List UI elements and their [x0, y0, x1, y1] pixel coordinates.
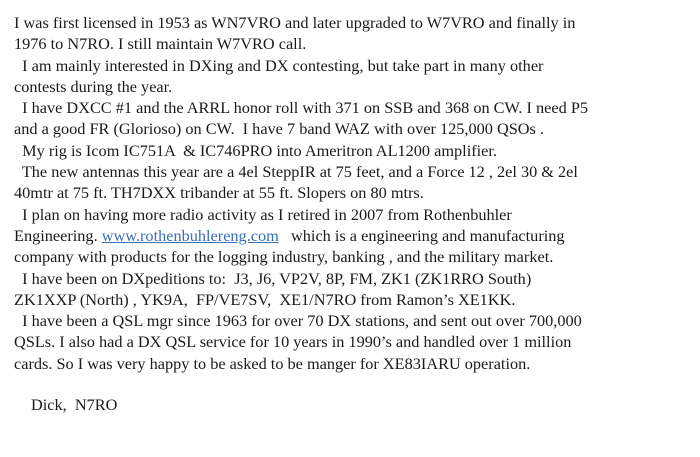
text-line-9: 40mtr at 75 ft. TH7DXX tribander at 55 ft. Slopers on 80 mtrs. — [14, 183, 424, 203]
text-line-6: and a good FR (Glorioso) on CW. I have 7 band WAZ with over 125,000 QSOs . — [14, 119, 544, 139]
text-line-16: QSLs. I also had a DX QSL service for 10 years in 1990’s and handled over 1 million — [14, 332, 572, 352]
text-line-8: The new antennas this year are a 4el SteppIR at 75 feet, and a Force 12 , 2el 30 & 2el — [14, 162, 578, 182]
text-line-2: 1976 to N7RO. I still maintain W7VRO call. — [14, 34, 307, 54]
text-line-15: I have been a QSL mgr since 1963 for over 70 DX stations, and sent out over 700,000 — [14, 311, 582, 331]
text-line-17: cards. So I was very happy to be asked to be manger for XE83IARU operation. — [14, 353, 531, 373]
text-line-5: I have DXCC #1 and the ARRL honor roll with 371 on SSB and 368 on CW. I need P5 — [14, 98, 589, 118]
text-line-4: contests during the year. — [14, 76, 173, 96]
text-line-14: ZK1XXP (North) , YK9A, FP/VE7SV, XE1/N7RO from Ramon’s XE1KK. — [14, 289, 516, 309]
company-website-link[interactable]: www.rothenbuhlereng.com — [101, 225, 279, 245]
text-line-13: I have been on DXpeditions to: J3, J6, VP2V, 8P, FM, ZK1 (ZK1RRO South) — [14, 268, 532, 288]
letter-body — [14, 12, 694, 374]
text-line-10: I plan on having more radio activity as I retired in 2007 from Rothenbuhler — [14, 204, 512, 224]
link-line-suffix: which is a engineering and manufacturing — [278, 225, 565, 245]
link-line-prefix: Engineering. — [14, 225, 102, 245]
text-line-3: I am mainly interested in DXing and DX contesting, but take part in many other — [14, 55, 544, 75]
text-line-7: My rig is Icom IC751A & IC746PRO into Ameritron AL1200 amplifier. — [14, 140, 497, 160]
signature: Dick, N7RO — [31, 395, 118, 414]
text-line-11 — [14, 225, 694, 246]
text-line-12: company with products for the logging industry, banking , and the military market. — [14, 247, 554, 267]
text-line-1: I was first licensed in 1953 as WN7VRO and later upgraded to W7VRO and finally in — [14, 13, 576, 32]
